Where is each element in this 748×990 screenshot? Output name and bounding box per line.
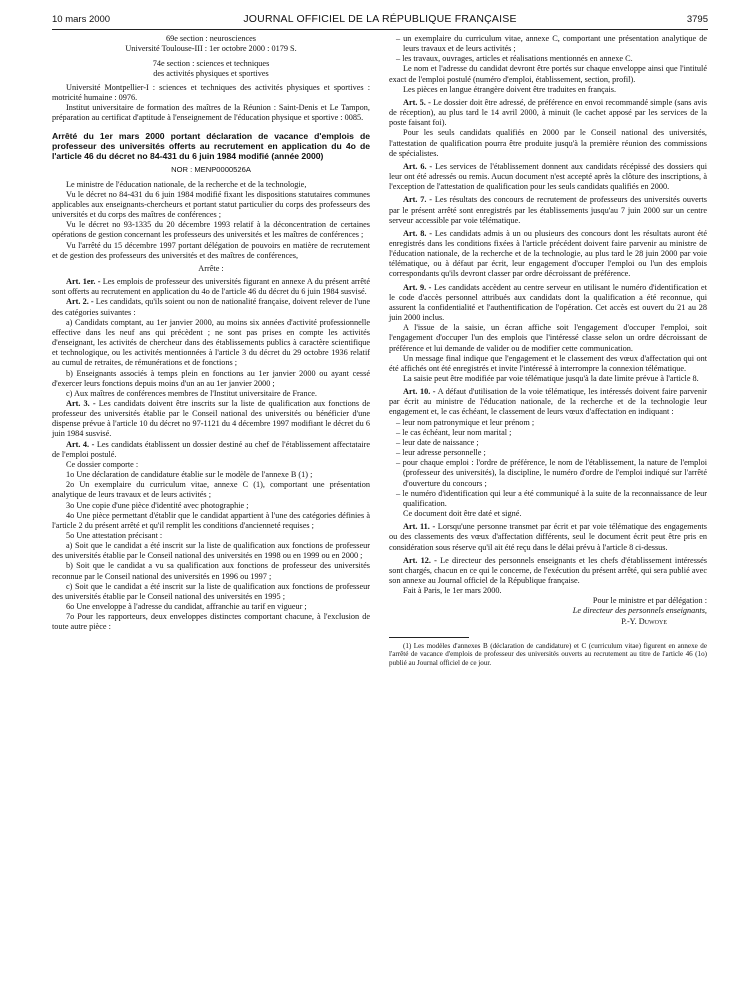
decree-title: Arrêté du 1er mars 2000 portant déclaration de vacance d'emplois de professeur des universités offerts au recrutement en application du 4o de l'article 46 du décret no 84-431 du 6 juin 1984 modifié (année 2000)	[52, 131, 370, 162]
article-3-text: Les candidats doivent être inscrits sur la liste de qualification aux fonctions de professeur des universités établie par le Conseil national des universités ou bénéficier d'une dispense prévue à l'article 10 du décret no 97-1121 du 4 décembre 1997 modifiant le décret du 6 juin 1984 susvisé.	[52, 398, 370, 439]
article-9-text: Les candidats accèdent au centre serveur en utilisant le numéro d'identification et le code d'accès personnel attribués aux candidats dont la qualification a été reconnue, qui assurent la confidentialité et l'authentification de l'opération. Cet accès est ouvert du 21 au 28 juin 2000 inclus.	[389, 282, 707, 323]
article-7	[389, 195, 707, 225]
left-column	[52, 34, 370, 633]
article-5-text: Le dossier doit être adressé, de préférence en envoi recommandé simple (sans avis de réception), au plus tard le 14 avril 2000, à minuit (le cachet apposé par les services de la poste faisant foi).	[389, 97, 707, 128]
article-6-label: Art. 6. -	[403, 161, 433, 171]
article-2-c: c) Aux maîtres de conférences membres de l'Institut universitaire de France.	[66, 388, 317, 398]
article-10-label: Art. 10. -	[403, 387, 436, 397]
preamble-vu-1: Vu le décret no 84-431 du 6 juin 1984 modifié fixant les dispositions statutaires communes applicables aux enseignants-chercheurs et portant statut particulier du corps des professeurs des universités et du corps des maîtres de conférences ;	[52, 189, 370, 220]
translation-rule: Les pièces en langue étrangère doivent être traduites en français.	[403, 84, 617, 94]
article-10	[389, 387, 707, 417]
article-11-label: Art. 11. -	[403, 522, 436, 532]
footnote: (1) Les modèles d'annexes B (déclaration de candidature) et C (curriculum vitae) figurent en annexe de l'arrêté de vacance d'emplois de professeur des universités ouverts au recrutement au titre de l'article 46 (1o) publié au Journal officiel de ce jour.	[389, 641, 707, 668]
signature-name: P.-Y. Duwoye	[621, 616, 667, 626]
article-9-paragraph-2: Un message final indique que l'engagement et le classement des vœux d'affectation qui ont été affichés ont été enregistrés et invite l'intéressé à interrompre la connexion télématique.	[389, 353, 707, 373]
article-2	[52, 297, 370, 317]
dossier-item-5-a: a) Soit que le candidat a été inscrit sur la liste de qualification aux fonctions de professeur des universités établie par le Conseil national des universités en 1998 ou en 1999 ou en 2000 ;	[52, 541, 370, 561]
dossier-item-2: 2o Un exemplaire du curriculum vitae, annexe C (1), comportant une présentation analytique de leurs travaux et de leurs activités ;	[52, 480, 370, 500]
section-69-title: 69e section : neurosciences	[165, 34, 257, 43]
nor-reference: NOR : MENP0000526A	[171, 164, 251, 174]
page-header	[52, 12, 708, 28]
dossier-item-1: 1o Une déclaration de candidature établie sur le modèle de l'annexe B (1) ;	[66, 470, 313, 480]
article-6-text: Les services de l'établissement donnent aux candidats récépissé des dossiers qui leur ont été adressés ou remis. Aucun document n'est accepté après la clôture des inscriptions, à l'exception de l'attestation de qualification pour les seuls candidats qualifiés en 2000.	[389, 161, 708, 192]
section-74-entry-2: Institut universitaire de formation des maîtres de la Réunion : Saint-Denis et Le Tampon, préparation au certificat d'aptitude à l'enseignement de l'éducation physique et sportive : 0085.	[52, 102, 370, 123]
article-9	[389, 283, 707, 324]
article-10-text: A défaut d'utilisation de la voie télématique, les intéressés doivent faire parvenir par écrit au ministre de l'éducation nationale, de la recherche et de la technologie leur engagement et, le cas échéant, le classement de leurs vœux d'affectation en indiquant :	[389, 387, 707, 417]
right-column	[389, 34, 707, 668]
article-11-text: Lorsqu'une personne transmet par écrit et par voie télématique des engagements ou des classements des vœux d'affectation différents, seul le document écrit peut être pris en considération sous réserve qu'il ait été reçu dans le délai prévu à l'article 8 ci-dessus.	[389, 522, 708, 552]
issue-date: 10 mars 2000	[52, 14, 111, 25]
article-4-intro: Ce dossier comporte :	[66, 459, 139, 469]
signature-title: Le directeur des personnels enseignants,	[572, 606, 707, 616]
page-number: 3795	[686, 14, 708, 25]
article-1-label: Art. 1er. -	[66, 277, 101, 287]
section-74-title-cont: des activités physiques et sportives	[153, 69, 269, 79]
article-12	[389, 556, 707, 586]
article-10-item-1: – leur nom patronymique et leur prénom ;	[396, 417, 535, 427]
dossier-item-5: 5o Une attestation précisant :	[66, 531, 163, 540]
article-5-label: Art. 5. -	[403, 97, 431, 107]
preamble-minister: Le ministre de l'éducation nationale, de la recherche et de la technologie,	[66, 179, 307, 189]
preamble-vu-3: Vu l'arrêté du 15 décembre 1997 portant délégation de pouvoirs en matière de recrutement et de gestion des professeurs des universités et des maîtres de conférences,	[52, 240, 370, 260]
article-10-item-3: – leur date de naissance ;	[396, 437, 479, 447]
preamble-vu-2: Vu le décret no 93-1335 du 20 décembre 1993 relatif à la déconcentration de certaines opérations de gestion concernant les professeurs des universités et les maîtres de conférences ;	[52, 220, 370, 240]
article-5-paragraph: Pour les seuls candidats qualifiés en 2000 par le Conseil national des universités, l'attestation de qualification pourra être produite jusqu'à la première réunion des commissions de spécialistes.	[389, 128, 707, 158]
article-10-item-4: – leur adresse personnelle ;	[396, 448, 486, 458]
header-rule	[52, 29, 708, 30]
article-2-text: Les candidats, qu'ils soient ou non de nationalité française, doivent relever de l'une des catégories suivantes :	[52, 297, 370, 317]
article-9-paragraph-3: La saisie peut être modifiée par voie télématique jusqu'à la date limite prévue à l'article 8.	[403, 374, 699, 383]
section-74-entry-1: Université Montpellier-I : sciences et techniques des activités physiques et sportives : motricité humaine : 0976.	[52, 82, 370, 102]
dossier-item-7: 7o Pour les rapporteurs, deux enveloppes distinctes comportant chacune, à l'exclusion de toute autre pièce :	[52, 612, 370, 632]
article-10-item-2: – le cas échéant, leur nom marital ;	[396, 427, 512, 437]
article-4	[52, 440, 370, 460]
article-9-paragraph-1: A l'issue de la saisie, un écran affiche soit l'engagement d'occuper l'emploi, soit l'engagement d'occuper l'un des emplois que l'intéressé classe selon un ordre décroissant de préférence et lui demande de valider ou de modifier cette communication.	[389, 323, 707, 353]
signature-delegation: Pour le ministre et par délégation :	[592, 596, 707, 606]
article-4-label: Art. 4. -	[66, 439, 95, 449]
section-69-entry: Université Toulouse-III : 1er octobre 2000 : 0179 S.	[125, 44, 297, 54]
article-2-a: a) Candidats comptant, au 1er janvier 2000, au moins six années d'activité professionnelle effective dans les neuf ans qui précèdent ; ne sont pas prises en compte les activités d'enseignant, les activités de chercheur dans des établissements publics à caractère scientifique et technologique, ou les activités mentionnées à l'article 3 du décret du 29 octobre 1936 relatif au cumul de retraites, de rémunérations et de fonctions ;	[52, 317, 370, 368]
article-3-label: Art. 3. -	[66, 398, 96, 408]
article-1	[52, 277, 370, 297]
journal-title: JOURNAL OFFICIEL DE LA RÉPUBLIQUE FRANÇAISE	[243, 13, 517, 25]
article-10-paragraph: Ce document doit être daté et signé.	[403, 509, 522, 519]
article-5	[389, 98, 707, 128]
article-2-b: b) Enseignants associés à temps plein en fonctions au 1er janvier 2000 ou ayant cessé d'exercer leurs fonctions depuis moins d'un an au 1er janvier 2000 ;	[52, 368, 370, 388]
footnote-rule	[389, 637, 469, 638]
article-1-text: Les emplois de professeur des universités figurant en annexe A du présent arrêté sont offerts au recrutement en application du 4o de l'article 46 du décret du 6 juin 1984 susvisé.	[52, 277, 370, 297]
dossier-item-5-c: c) Soit que le candidat a été inscrit sur la liste de qualification aux fonctions de professeur des universités établie par le Conseil national des universités en 1995 ;	[52, 581, 370, 601]
article-10-item-6: – le numéro d'identification qui leur a été communiqué à la suite de la reconnaissance de leur qualification.	[396, 488, 707, 508]
article-8	[389, 229, 707, 280]
article-8-text: Les candidats admis à un ou plusieurs des concours dont les résultats auront été enregistrés dans les conditions fixées à l'article précédent doivent faire parvenir au ministre de l'éducation nationale, de la recherche et de la technologie, au plus tard le 28 juin 2000 par voie télématique, ou à défaut par écrit, leur engagement d'occuper l'emploi ou l'un des emplois correspondants qu'ils devront classer par ordre décroissant de préférence.	[389, 228, 708, 279]
arrete-heading: Arrête :	[198, 263, 224, 273]
article-10-item-5: – pour chaque emploi : l'ordre de préférence, le nom de l'établissement, la nature de l'emploi (professeur des universités), la discipline, le numéro d'ordre de l'emploi indiqué sur l'arrêté d'ouverture du concours ;	[396, 458, 707, 488]
article-6	[389, 162, 707, 192]
section-74-title: 74e section : sciences et techniques	[152, 59, 270, 69]
dossier-item-3: 3o Une copie d'une pièce d'identité avec photographie ;	[66, 500, 249, 510]
article-7-label: Art. 7. -	[403, 195, 433, 205]
article-9-label: Art. 9. -	[403, 282, 432, 292]
dossier-item-6: 6o Une enveloppe à l'adresse du candidat, affranchie au tarif en vigueur ;	[66, 602, 307, 612]
dossier-item-5-b: b) Soit que le candidat a vu sa qualification aux fonctions de professeur des universités reconnue par le Conseil national des universités en 1996 ou 1997 ;	[52, 561, 370, 581]
article-12-text: Le directeur des personnels enseignants et les chefs d'établissement intéressés sont chargés, chacun en ce qui le concerne, de l'exécution du présent arrêté, qui sera publié avec son annexe au Journal officiel de la République française.	[389, 555, 707, 585]
envelope-instructions: Le nom et l'adresse du candidat devront être portés sur chaque enveloppe ainsi que l'intitulé exact de l'emploi postulé (numéro d'emploi, établissement, section, profil).	[389, 64, 707, 84]
rapporteur-item-2: – les travaux, ouvrages, articles et réalisations mentionnés en annexe C.	[396, 54, 633, 64]
article-12-label: Art. 12. -	[403, 555, 437, 565]
article-2-label: Art. 2. -	[66, 297, 94, 307]
article-3	[52, 399, 370, 440]
article-11	[389, 522, 707, 552]
article-7-text: Les résultats des concours de recrutement de professeurs des universités ouverts par le présent arrêté sont enregistrés par les établissements jusqu'au 7 juin 2000 sur un centre serveur accessible par voie télématique.	[389, 195, 708, 225]
article-8-label: Art. 8. -	[403, 228, 433, 238]
signing-place-date: Fait à Paris, le 1er mars 2000.	[403, 586, 502, 596]
article-4-text: Les candidats établissent un dossier destiné au chef de l'établissement affectataire de l'emploi postulé.	[52, 439, 370, 459]
dossier-item-4: 4o Une pièce permettant d'établir que le candidat appartient à l'une des catégories définies à l'article 2 du présent arrêté et qu'il remplit les conditions d'ancienneté requises ;	[52, 510, 370, 530]
rapporteur-item-1: – un exemplaire du curriculum vitae, annexe C, comportant une présentation analytique de leurs travaux et de leurs activités ;	[396, 34, 707, 54]
